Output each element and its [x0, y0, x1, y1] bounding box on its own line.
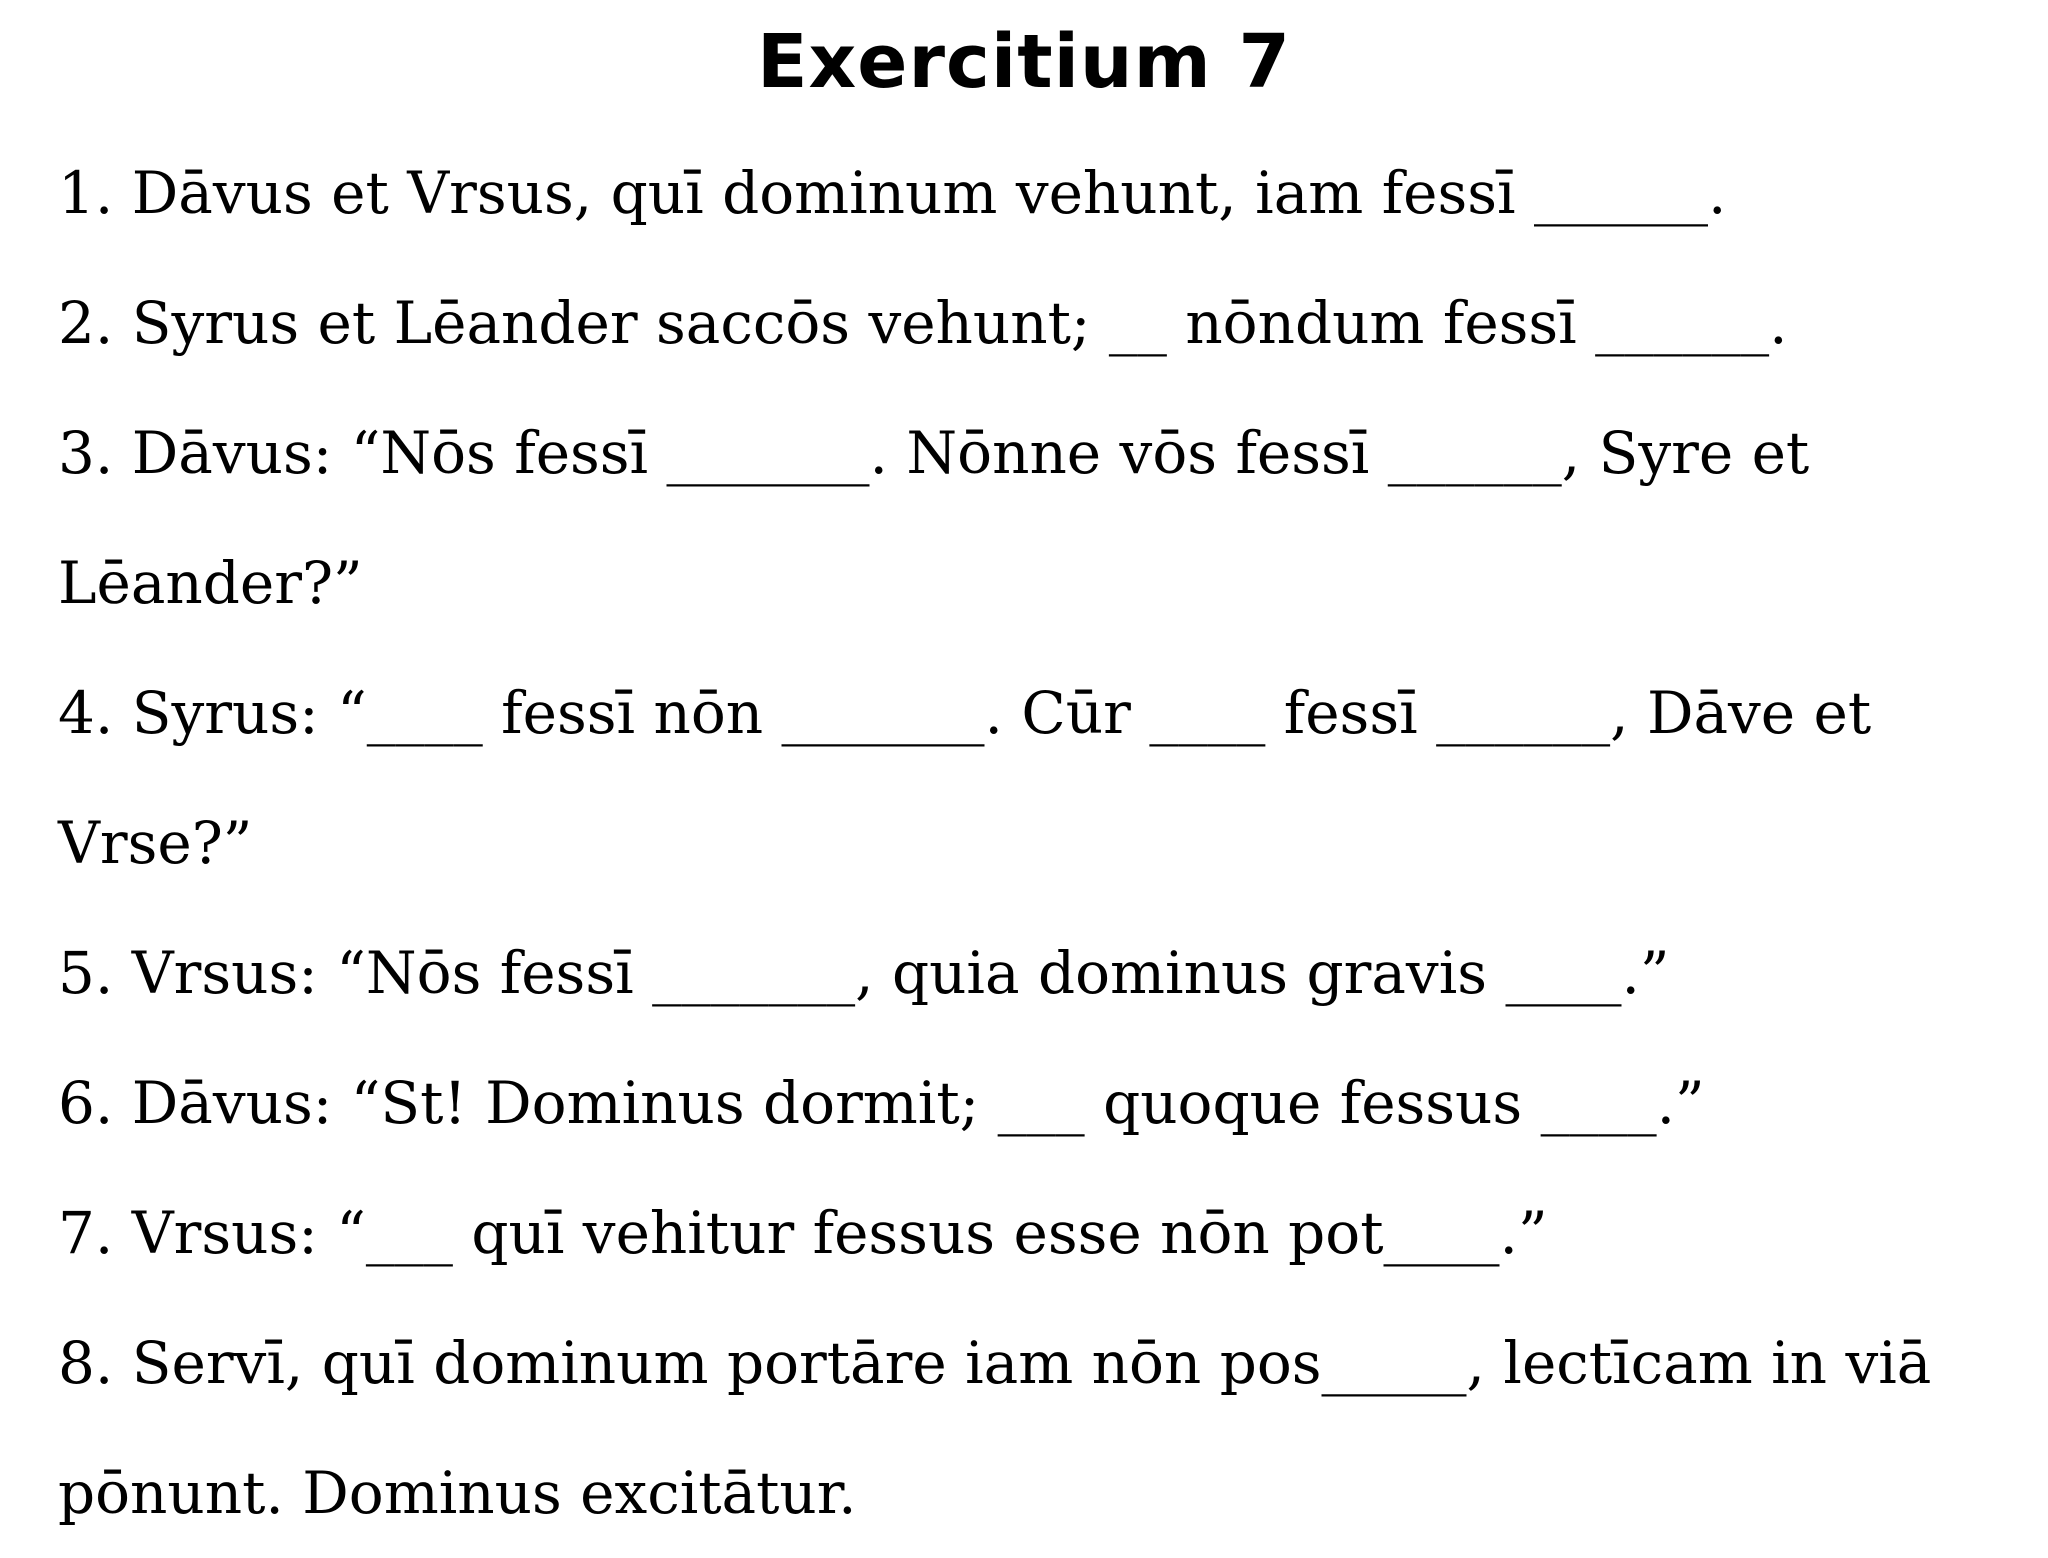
exercise-line-3: 3. Dāvus: “Nōs fessī _______. Nōnne vōs fessī ______, Syre et [58, 419, 1810, 487]
page-title: Exercitium 7 [757, 19, 1291, 105]
exercise-line-5: 5. Vrsus: “Nōs fessī _______, quia dominus gravis ____.” [58, 939, 1670, 1007]
exercise-line-8: 8. Servī, quī dominum portāre iam nōn pos_____, lectīcam in viā [58, 1329, 1932, 1397]
exercise-line-6: 6. Dāvus: “St! Dominus dormit; ___ quoque fessus ____.” [58, 1069, 1705, 1137]
exercise-line-8-continued: pōnunt. Dominus excitātur. [58, 1459, 857, 1527]
exercise-line-2: 2. Syrus et Lēander saccōs vehunt; __ nōndum fessī ______. [58, 289, 1788, 357]
exercise-line-3-continued: Lēander?” [58, 549, 363, 617]
exercise-text [58, 128, 2018, 1558]
exercise-line-4-continued: Vrse?” [58, 809, 253, 877]
exercise-line-1: 1. Dāvus et Vrsus, quī dominum vehunt, iam fessī ______. [58, 159, 1727, 227]
exercise-line-7: 7. Vrsus: “___ quī vehitur fessus esse nōn pot____.” [58, 1199, 1548, 1267]
exercise-line-4: 4. Syrus: “____ fessī nōn _______. Cūr ____ fessī ______, Dāve et [58, 679, 1872, 747]
